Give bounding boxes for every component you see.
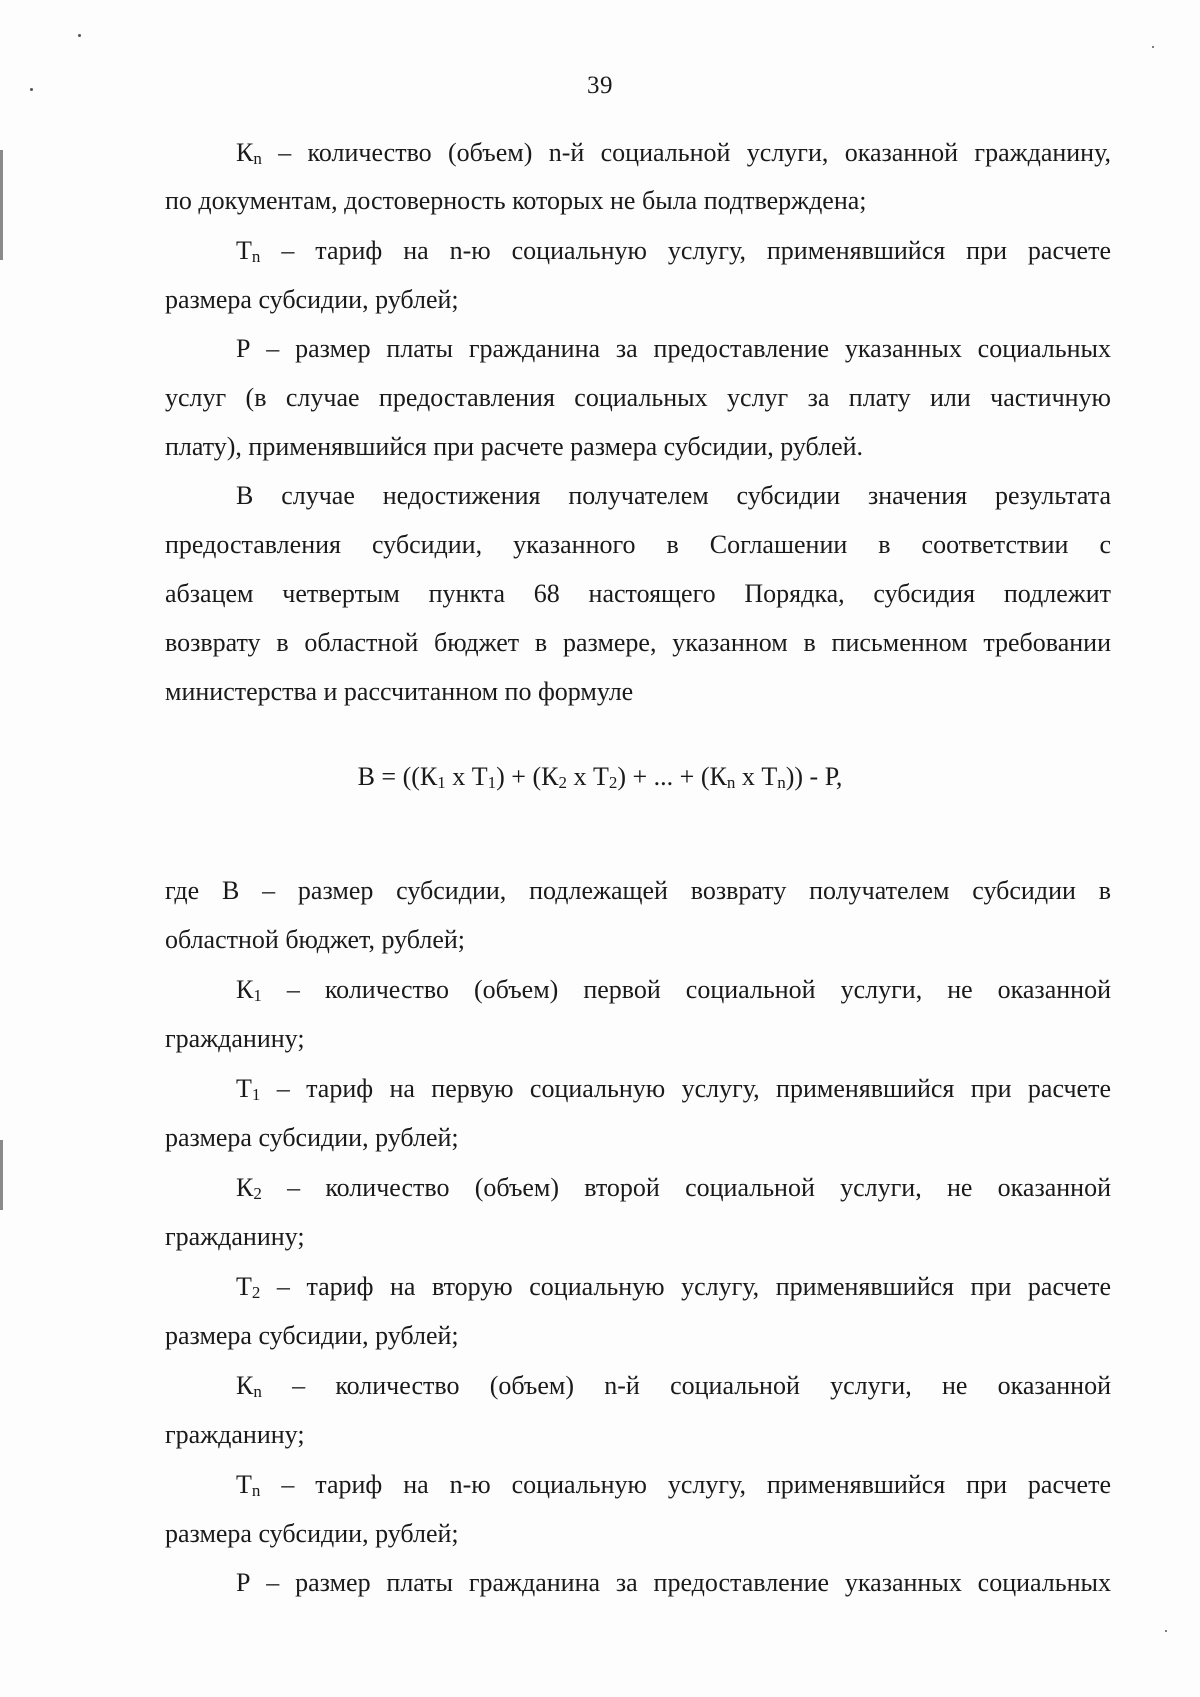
paragraph-line bbox=[236, 1171, 1111, 1205]
subscript: n bbox=[253, 149, 262, 168]
paragraph-line: Р – размер платы гражданина за предоставление указанных социальных bbox=[236, 1568, 1111, 1597]
subscript: 1 bbox=[253, 986, 262, 1005]
page-number: 39 bbox=[587, 72, 613, 99]
paragraph-line: гражданину; bbox=[165, 1222, 305, 1251]
paragraph-line: услуг (в случае предоставления социальных услуг за плату или частичную bbox=[165, 383, 1111, 412]
subscript: n bbox=[251, 247, 261, 266]
paragraph-line: областной бюджет, рублей; bbox=[165, 925, 466, 954]
formula: $В = ((К_1$ x $Т_1) + (К_2$ x $Т_2$) + ... + ($К_n$ x $Т_n$)) - Р, bbox=[357, 762, 843, 792]
paragraph-line bbox=[236, 1369, 1111, 1403]
line-text: – тариф на первую социальную услугу, применявшийся при расчете bbox=[260, 1074, 1111, 1103]
line-text: – количество (объем) первой социальной услуги, не оказанной bbox=[261, 975, 1111, 1004]
scan-margin-line bbox=[0, 1140, 3, 1210]
paragraph-line: плату), применявшийся при расчете размера субсидии, рублей. bbox=[165, 432, 864, 461]
line-text: – тариф на n-ю социальную услугу, применявшийся при расчете bbox=[260, 1470, 1111, 1499]
paragraph-line bbox=[236, 234, 1111, 268]
subscript: 1 bbox=[251, 1085, 261, 1104]
scan-speck bbox=[1152, 46, 1154, 48]
symbol: Т bbox=[236, 1470, 252, 1499]
paragraph-line: по документам, достоверность которых не была подтверждена; bbox=[165, 186, 867, 215]
paragraph-line: гражданину; bbox=[165, 1420, 305, 1449]
paragraph-line: размера субсидии, рублей; bbox=[165, 1321, 459, 1350]
paragraph-line: гражданину; bbox=[165, 1024, 305, 1053]
paragraph-line: возврату в областной бюджет в размере, указанном в письменном требовании bbox=[165, 628, 1111, 657]
scan-speck bbox=[78, 34, 81, 37]
symbol: К bbox=[236, 1371, 254, 1400]
paragraph-line bbox=[236, 973, 1111, 1007]
paragraph-line: размера субсидии, рублей; bbox=[165, 1519, 459, 1548]
paragraph-line: абзацем четвертым пункта 68 настоящего Порядка, субсидия подлежит bbox=[165, 579, 1111, 608]
paragraph-line bbox=[236, 136, 1111, 170]
scan-speck bbox=[1165, 1630, 1167, 1632]
symbol: К bbox=[236, 1173, 254, 1202]
paragraph-line: где В – размер субсидии, подлежащей возврату получателем субсидии в bbox=[165, 876, 1111, 905]
symbol: Т bbox=[236, 1272, 252, 1301]
line-text: – количество (объем) второй социальной услуги, не оказанной bbox=[261, 1173, 1111, 1202]
symbol: К bbox=[236, 138, 254, 167]
line-text: – тариф на вторую социальную услугу, применявшийся при расчете bbox=[260, 1272, 1111, 1301]
paragraph-line bbox=[236, 1468, 1111, 1502]
paragraph-line: предоставления субсидии, указанного в Соглашении в соответствии с bbox=[165, 530, 1111, 559]
subscript: n bbox=[253, 1382, 262, 1401]
line-text: – количество (объем) n-й социальной услуги, не оказанной bbox=[261, 1371, 1111, 1400]
subscript: 2 bbox=[253, 1184, 262, 1203]
paragraph-line: Р – размер платы гражданина за предоставление указанных социальных bbox=[236, 334, 1111, 363]
subscript: n bbox=[251, 1481, 261, 1500]
scan-margin-line bbox=[0, 150, 3, 260]
paragraph-line: размера субсидии, рублей; bbox=[165, 285, 459, 314]
line-text: – количество (объем) n-й социальной услуги, оказанной гражданину, bbox=[261, 138, 1111, 167]
line-text: – тариф на n-ю социальную услугу, применявшийся при расчете bbox=[260, 236, 1111, 265]
symbol: Т bbox=[236, 1074, 252, 1103]
paragraph-line: В случае недостижения получателем субсидии значения результата bbox=[236, 481, 1111, 510]
paragraph-line: министерства и рассчитанном по формуле bbox=[165, 677, 634, 706]
symbol: Т bbox=[236, 236, 252, 265]
symbol: К bbox=[236, 975, 254, 1004]
paragraph-line bbox=[236, 1270, 1111, 1304]
paragraph-line: размера субсидии, рублей; bbox=[165, 1123, 459, 1152]
paragraph-line bbox=[236, 1072, 1111, 1106]
subscript: 2 bbox=[251, 1283, 261, 1302]
